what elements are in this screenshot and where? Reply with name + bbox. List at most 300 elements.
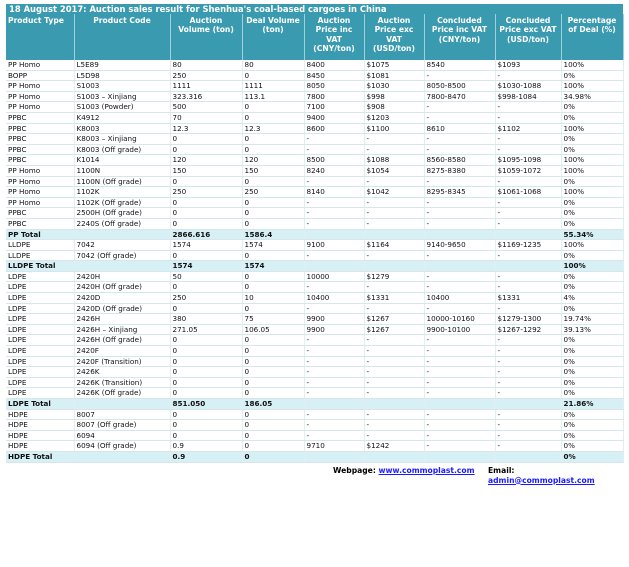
auction-results-table xyxy=(6,14,624,463)
table-cell: 0 xyxy=(170,197,242,208)
table-cell: K4912 xyxy=(74,112,170,123)
table-cell: - xyxy=(495,282,561,293)
email-label: Email: xyxy=(488,465,515,475)
table-header-row xyxy=(6,14,623,60)
table-cell: - xyxy=(495,367,561,378)
table-cell: 2426K (Transition) xyxy=(74,377,170,388)
table-row xyxy=(6,218,623,229)
table-cell: - xyxy=(304,282,364,293)
table-cell: 1111 xyxy=(170,81,242,92)
table-cell: 113.1 xyxy=(242,91,304,102)
table-cell: 0 xyxy=(170,367,242,378)
table-cell: 0% xyxy=(561,70,623,81)
column-header: Auction Volume (ton) xyxy=(170,14,242,60)
table-cell: 0 xyxy=(242,282,304,293)
table-cell: $1169-1235 xyxy=(495,240,561,251)
table-cell: L5E89 xyxy=(74,60,170,70)
table-cell: 1100N xyxy=(74,165,170,176)
table-cell: 100% xyxy=(561,187,623,198)
table-cell: 1574 xyxy=(170,240,242,251)
table-cell: 2426H xyxy=(74,314,170,325)
table-cell: 0% xyxy=(561,356,623,367)
table-cell: 0 xyxy=(170,134,242,145)
table-cell: HDPE Total xyxy=(6,451,74,462)
table-row xyxy=(6,356,623,367)
table-cell: - xyxy=(304,356,364,367)
table-cell: - xyxy=(424,303,495,314)
table-cell: 9900 xyxy=(304,314,364,325)
table-cell xyxy=(364,229,424,240)
table-cell: 10 xyxy=(242,293,304,304)
column-header: Product Type xyxy=(6,14,74,60)
table-row xyxy=(6,388,623,399)
table-cell: 2426K xyxy=(74,367,170,378)
table-cell xyxy=(424,451,495,462)
table-cell: S1003 – Xinjiang xyxy=(74,91,170,102)
table-cell: 0 xyxy=(242,70,304,81)
table-cell: 0% xyxy=(561,134,623,145)
table-cell: 0.9 xyxy=(170,441,242,452)
table-cell: 0 xyxy=(170,282,242,293)
table-cell: 9400 xyxy=(304,112,364,123)
table-cell: 0% xyxy=(561,282,623,293)
table-cell: 100% xyxy=(561,240,623,251)
table-cell: 1574 xyxy=(242,261,304,272)
table-cell: 1102K (Off grade) xyxy=(74,197,170,208)
table-cell xyxy=(304,399,364,410)
table-row xyxy=(6,81,623,92)
table-cell: - xyxy=(364,346,424,357)
table-cell: 250 xyxy=(170,187,242,198)
table-cell: - xyxy=(495,430,561,441)
table-cell: - xyxy=(424,377,495,388)
table-cell xyxy=(424,399,495,410)
table-row xyxy=(6,271,623,282)
table-cell: 0 xyxy=(242,176,304,187)
table-cell: 0% xyxy=(561,303,623,314)
auction-results-document xyxy=(6,4,623,485)
table-cell: 8400 xyxy=(304,60,364,70)
table-cell: 0% xyxy=(561,388,623,399)
table-cell: PP Homo xyxy=(6,81,74,92)
document-title: 18 August 2017: Auction sales result for Shenhua's coal-based cargoes in China xyxy=(6,4,623,14)
table-cell: 7042 (Off grade) xyxy=(74,250,170,261)
table-row xyxy=(6,282,623,293)
table-cell: PPBC xyxy=(6,208,74,219)
table-cell: - xyxy=(495,441,561,452)
table-cell: 39.13% xyxy=(561,324,623,335)
table-cell: 9900-10100 xyxy=(424,324,495,335)
table-cell: 0 xyxy=(242,197,304,208)
table-cell: 0 xyxy=(170,144,242,155)
table-cell: 0% xyxy=(561,112,623,123)
table-cell: 1111 xyxy=(242,81,304,92)
table-cell: 0% xyxy=(561,367,623,378)
table-cell: 100% xyxy=(561,81,623,92)
table-cell: 0 xyxy=(242,102,304,113)
table-cell: - xyxy=(364,176,424,187)
total-row xyxy=(6,399,623,410)
table-row xyxy=(6,208,623,219)
table-cell: - xyxy=(364,377,424,388)
table-cell: 0 xyxy=(170,346,242,357)
table-cell: LDPE xyxy=(6,356,74,367)
table-cell: $1061-1068 xyxy=(495,187,561,198)
table-cell xyxy=(304,261,364,272)
table-cell: 8500 xyxy=(304,155,364,166)
table-cell: 2426H (Off grade) xyxy=(74,335,170,346)
table-cell: LDPE xyxy=(6,324,74,335)
table-cell xyxy=(74,399,170,410)
table-row xyxy=(6,134,623,145)
table-cell: 2426K (Off grade) xyxy=(74,388,170,399)
table-cell: - xyxy=(495,377,561,388)
table-cell: 0% xyxy=(561,451,623,462)
table-cell: $1030-1088 xyxy=(495,81,561,92)
table-cell: - xyxy=(304,197,364,208)
table-cell: - xyxy=(304,409,364,420)
table-cell: 0.9 xyxy=(170,451,242,462)
table-cell: 8050-8500 xyxy=(424,81,495,92)
table-cell: 500 xyxy=(170,102,242,113)
table-row xyxy=(6,155,623,166)
table-cell xyxy=(495,229,561,240)
table-cell xyxy=(74,229,170,240)
table-cell: 0% xyxy=(561,409,623,420)
table-cell: 0% xyxy=(561,208,623,219)
table-cell: 2240S (Off grade) xyxy=(74,218,170,229)
table-row xyxy=(6,346,623,357)
table-row xyxy=(6,324,623,335)
table-cell: $1081 xyxy=(364,70,424,81)
table-cell: 100% xyxy=(561,261,623,272)
table-cell: HDPE xyxy=(6,430,74,441)
table-cell: 851.050 xyxy=(170,399,242,410)
table-cell: 55.34% xyxy=(561,229,623,240)
table-row xyxy=(6,123,623,134)
table-cell: - xyxy=(304,250,364,261)
table-cell: 2420D (Off grade) xyxy=(74,303,170,314)
table-cell: L5D98 xyxy=(74,70,170,81)
table-cell: 0 xyxy=(242,409,304,420)
table-cell: 0% xyxy=(561,102,623,113)
table-row xyxy=(6,377,623,388)
table-cell: LDPE xyxy=(6,293,74,304)
email-footer xyxy=(488,466,623,486)
table-cell: $998 xyxy=(364,91,424,102)
table-cell: - xyxy=(424,388,495,399)
table-row xyxy=(6,60,623,70)
table-cell xyxy=(74,451,170,462)
column-header: Auction Price exc VAT (USD/ton) xyxy=(364,14,424,60)
table-cell: - xyxy=(424,367,495,378)
table-cell: 0 xyxy=(242,356,304,367)
table-cell: 0% xyxy=(561,377,623,388)
table-cell: PP Homo xyxy=(6,165,74,176)
table-cell: - xyxy=(424,134,495,145)
table-cell: 8295-8345 xyxy=(424,187,495,198)
table-cell: - xyxy=(495,144,561,155)
table-cell: 8140 xyxy=(304,187,364,198)
table-cell: K8003 (Off grade) xyxy=(74,144,170,155)
table-cell: HDPE xyxy=(6,409,74,420)
table-row xyxy=(6,367,623,378)
table-cell: - xyxy=(495,218,561,229)
table-cell: 0% xyxy=(561,271,623,282)
table-cell: $1267-1292 xyxy=(495,324,561,335)
table-cell: 7800-8470 xyxy=(424,91,495,102)
table-cell: - xyxy=(495,112,561,123)
table-cell: PP Homo xyxy=(6,187,74,198)
table-cell: 2866.616 xyxy=(170,229,242,240)
table-cell: LDPE xyxy=(6,303,74,314)
table-cell: 0 xyxy=(242,441,304,452)
table-cell: 150 xyxy=(242,165,304,176)
table-cell xyxy=(424,229,495,240)
table-cell: PP Homo xyxy=(6,91,74,102)
table-cell: - xyxy=(304,388,364,399)
table-cell: - xyxy=(364,388,424,399)
table-cell xyxy=(424,261,495,272)
table-cell: - xyxy=(495,208,561,219)
total-row xyxy=(6,261,623,272)
table-cell: 0 xyxy=(242,388,304,399)
table-cell: 7800 xyxy=(304,91,364,102)
table-cell: 0 xyxy=(242,335,304,346)
table-cell: 7100 xyxy=(304,102,364,113)
table-cell: - xyxy=(424,271,495,282)
total-row xyxy=(6,451,623,462)
webpage-label: Webpage: xyxy=(333,465,376,475)
table-cell: - xyxy=(304,176,364,187)
table-cell: 1586.4 xyxy=(242,229,304,240)
table-row xyxy=(6,187,623,198)
table-cell: 0 xyxy=(170,430,242,441)
table-row xyxy=(6,250,623,261)
table-cell: - xyxy=(495,250,561,261)
table-cell: $908 xyxy=(364,102,424,113)
table-cell: LDPE xyxy=(6,282,74,293)
table-cell: 380 xyxy=(170,314,242,325)
table-cell: LDPE xyxy=(6,367,74,378)
table-cell: - xyxy=(304,134,364,145)
table-cell: 10400 xyxy=(304,293,364,304)
table-cell: - xyxy=(304,303,364,314)
table-cell: 8450 xyxy=(304,70,364,81)
table-cell: PPBC xyxy=(6,134,74,145)
table-row xyxy=(6,70,623,81)
table-cell: 0 xyxy=(242,420,304,431)
table-cell: 0 xyxy=(170,388,242,399)
table-cell: $1093 xyxy=(495,60,561,70)
table-cell xyxy=(495,451,561,462)
table-cell: 100% xyxy=(561,60,623,70)
table-cell: - xyxy=(364,303,424,314)
table-cell: 1100N (Off grade) xyxy=(74,176,170,187)
table-cell: 34.98% xyxy=(561,91,623,102)
table-cell: 0 xyxy=(242,208,304,219)
webpage-footer xyxy=(333,466,475,476)
table-cell: - xyxy=(304,420,364,431)
table-cell: 75 xyxy=(242,314,304,325)
table-row xyxy=(6,91,623,102)
table-cell: 0% xyxy=(561,430,623,441)
table-cell: PP Homo xyxy=(6,102,74,113)
table-cell: - xyxy=(424,197,495,208)
column-header: Concluded Price inc VAT (CNY/ton) xyxy=(424,14,495,60)
column-header: Deal Volume (ton) xyxy=(242,14,304,60)
table-cell: PP Total xyxy=(6,229,74,240)
table-cell: $1088 xyxy=(364,155,424,166)
table-row xyxy=(6,197,623,208)
table-cell: 0 xyxy=(170,208,242,219)
table-cell: 4% xyxy=(561,293,623,304)
table-cell: LDPE xyxy=(6,271,74,282)
table-cell: 9900 xyxy=(304,324,364,335)
table-cell: - xyxy=(364,282,424,293)
table-cell xyxy=(364,399,424,410)
table-row xyxy=(6,303,623,314)
table-cell: 10400 xyxy=(424,293,495,304)
table-cell: PPBC xyxy=(6,123,74,134)
table-cell: - xyxy=(364,208,424,219)
table-cell: - xyxy=(364,335,424,346)
table-cell: - xyxy=(364,218,424,229)
table-cell: 250 xyxy=(170,70,242,81)
table-cell: $1054 xyxy=(364,165,424,176)
table-cell: 0% xyxy=(561,176,623,187)
table-cell: 0% xyxy=(561,335,623,346)
table-cell: 8540 xyxy=(424,60,495,70)
table-row xyxy=(6,165,623,176)
table-cell: $1331 xyxy=(364,293,424,304)
table-cell: 8275-8380 xyxy=(424,165,495,176)
table-cell: 0% xyxy=(561,197,623,208)
table-cell xyxy=(495,261,561,272)
column-header: Percentage of Deal (%) xyxy=(561,14,623,60)
table-cell: $1242 xyxy=(364,441,424,452)
table-cell: - xyxy=(424,409,495,420)
table-cell: - xyxy=(304,367,364,378)
table-cell: - xyxy=(424,102,495,113)
table-cell: $1203 xyxy=(364,112,424,123)
table-row xyxy=(6,441,623,452)
table-row xyxy=(6,102,623,113)
table-cell: - xyxy=(495,388,561,399)
table-row xyxy=(6,430,623,441)
table-cell: - xyxy=(495,346,561,357)
table-cell: LDPE xyxy=(6,335,74,346)
table-cell: - xyxy=(304,335,364,346)
table-row xyxy=(6,335,623,346)
table-cell: 0 xyxy=(242,346,304,357)
table-cell: - xyxy=(424,420,495,431)
table-cell: 0 xyxy=(242,367,304,378)
table-cell: HDPE xyxy=(6,441,74,452)
table-cell: 2426H – Xinjiang xyxy=(74,324,170,335)
table-cell: PPBC xyxy=(6,112,74,123)
table-cell: 19.74% xyxy=(561,314,623,325)
table-cell: 10000 xyxy=(304,271,364,282)
table-cell: 2500H (Off grade) xyxy=(74,208,170,219)
table-cell: 0 xyxy=(242,134,304,145)
table-cell: 1574 xyxy=(170,261,242,272)
table-cell: - xyxy=(424,208,495,219)
table-cell xyxy=(364,261,424,272)
table-cell: LLDPE Total xyxy=(6,261,74,272)
table-cell: - xyxy=(304,218,364,229)
table-cell: PP Homo xyxy=(6,197,74,208)
table-cell: LLDPE xyxy=(6,240,74,251)
table-cell: - xyxy=(304,346,364,357)
table-cell: 0 xyxy=(170,335,242,346)
table-cell: $1042 xyxy=(364,187,424,198)
table-cell: PP Homo xyxy=(6,176,74,187)
table-cell: - xyxy=(304,208,364,219)
table-cell: 186.05 xyxy=(242,399,304,410)
table-cell: $1164 xyxy=(364,240,424,251)
table-cell: 106.05 xyxy=(242,324,304,335)
table-cell: S1003 (Powder) xyxy=(74,102,170,113)
table-cell: BOPP xyxy=(6,70,74,81)
table-cell: 0 xyxy=(170,409,242,420)
table-cell: $1095-1098 xyxy=(495,155,561,166)
table-cell: 21.86% xyxy=(561,399,623,410)
table-cell: 0 xyxy=(242,303,304,314)
table-cell: 8050 xyxy=(304,81,364,92)
table-cell: 100% xyxy=(561,155,623,166)
table-cell: 0% xyxy=(561,218,623,229)
table-cell: $1267 xyxy=(364,314,424,325)
table-cell: - xyxy=(424,70,495,81)
table-cell: 0 xyxy=(242,377,304,388)
table-cell: 0 xyxy=(170,176,242,187)
table-cell: 0 xyxy=(242,271,304,282)
total-row xyxy=(6,229,623,240)
table-cell: - xyxy=(424,250,495,261)
table-cell: 0 xyxy=(242,250,304,261)
table-cell: $1279 xyxy=(364,271,424,282)
table-cell: LDPE xyxy=(6,314,74,325)
table-cell: - xyxy=(424,176,495,187)
table-cell: PPBC xyxy=(6,155,74,166)
column-header: Product Code xyxy=(74,14,170,60)
table-cell: $1267 xyxy=(364,324,424,335)
email-link[interactable]: admin@commoplast.com xyxy=(488,475,595,485)
table-cell: - xyxy=(364,250,424,261)
table-cell: 12.3 xyxy=(170,123,242,134)
table-cell: 1102K xyxy=(74,187,170,198)
table-cell: LDPE xyxy=(6,388,74,399)
table-cell: - xyxy=(364,367,424,378)
table-cell: 271.05 xyxy=(170,324,242,335)
table-cell xyxy=(74,261,170,272)
table-row xyxy=(6,176,623,187)
table-row xyxy=(6,314,623,325)
table-cell xyxy=(364,451,424,462)
table-cell: 2420D xyxy=(74,293,170,304)
table-body xyxy=(6,60,623,462)
table-cell: 8007 xyxy=(74,409,170,420)
table-cell: 8240 xyxy=(304,165,364,176)
webpage-link[interactable]: www.commoplast.com xyxy=(378,465,475,475)
table-cell: 0% xyxy=(561,441,623,452)
table-cell: 0 xyxy=(170,303,242,314)
table-cell: $998-1084 xyxy=(495,91,561,102)
table-cell: - xyxy=(364,420,424,431)
table-cell: - xyxy=(495,303,561,314)
table-cell: 250 xyxy=(242,187,304,198)
